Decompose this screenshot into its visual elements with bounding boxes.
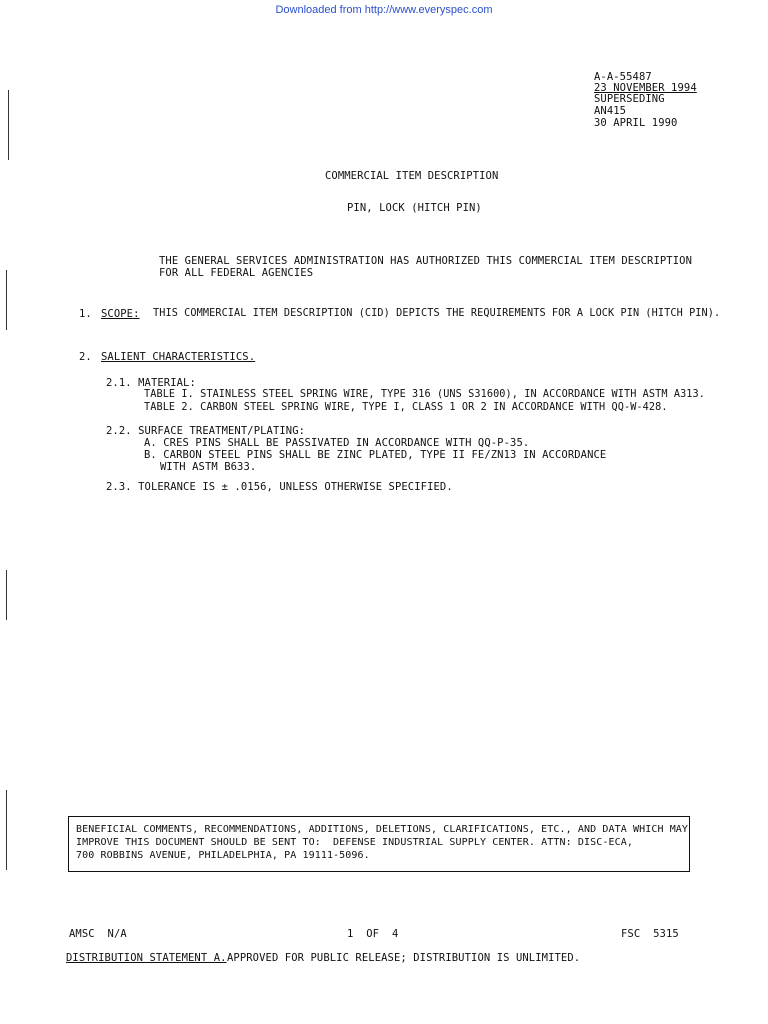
superseded-date: 30 APRIL 1990 <box>594 117 678 129</box>
comments-line-1: BENEFICIAL COMMENTS, RECOMMENDATIONS, ADDITIONS, DELETIONS, CLARIFICATIONS, ETC., AND DATA WHICH MAY <box>76 824 689 835</box>
page-number: 1 OF 4 <box>347 928 399 940</box>
surface-treatment-b-line-1: B. CARBON STEEL PINS SHALL BE ZINC PLATED, TYPE II FE/ZN13 IN ACCORDANCE <box>144 449 607 461</box>
scan-edge-mark <box>6 570 7 620</box>
document-date: 23 NOVEMBER 1994 <box>594 82 697 94</box>
surface-treatment-heading: 2.2. SURFACE TREATMENT/PLATING: <box>106 425 306 437</box>
surface-treatment-b-line-2: WITH ASTM B633. <box>160 461 257 473</box>
tolerance-statement: 2.3. TOLERANCE IS ± .0156, UNLESS OTHERWISE SPECIFIED. <box>106 481 453 493</box>
document-number: A-A-55487 <box>594 71 652 83</box>
distribution-text: APPROVED FOR PUBLIC RELEASE; DISTRIBUTION IS UNLIMITED. <box>227 952 581 964</box>
scan-edge-mark <box>6 790 7 870</box>
item-title: PIN, LOCK (HITCH PIN) <box>347 202 482 214</box>
authorization-line-2: FOR ALL FEDERAL AGENCIES <box>159 267 314 279</box>
scan-edge-mark <box>8 90 9 160</box>
scope-number: 1. <box>79 308 92 320</box>
material-table-2: TABLE 2. CARBON STEEL SPRING WIRE, TYPE I, CLASS 1 OR 2 IN ACCORDANCE WITH QQ-W-428. <box>144 402 668 413</box>
distribution-label: DISTRIBUTION STATEMENT A. <box>66 952 227 964</box>
document-type-title: COMMERCIAL ITEM DESCRIPTION <box>325 170 499 182</box>
authorization-line-1: THE GENERAL SERVICES ADMINISTRATION HAS AUTHORIZED THIS COMMERCIAL ITEM DESCRIPTION <box>159 255 692 267</box>
superseding-label: SUPERSEDING <box>594 93 665 105</box>
comments-line-3: 700 ROBBINS AVENUE, PHILADELPHIA, PA 19111-5096. <box>76 850 370 861</box>
scope-text: THIS COMMERCIAL ITEM DESCRIPTION (CID) DEPICTS THE REQUIREMENTS FOR A LOCK PIN (HITCH PIN). <box>153 308 721 319</box>
salient-label: SALIENT CHARACTERISTICS. <box>101 351 256 363</box>
material-heading: 2.1. MATERIAL: <box>106 377 196 389</box>
scan-edge-mark <box>6 270 7 330</box>
salient-number: 2. <box>79 351 92 363</box>
download-source-link[interactable]: Downloaded from http://www.everyspec.com <box>275 4 493 16</box>
material-table-1: TABLE I. STAINLESS STEEL SPRING WIRE, TYPE 316 (UNS S31600), IN ACCORDANCE WITH ASTM A313. <box>144 389 706 400</box>
comments-line-2: IMPROVE THIS DOCUMENT SHOULD BE SENT TO: DEFENSE INDUSTRIAL SUPPLY CENTER. ATTN: DISC-ECA, <box>76 837 633 848</box>
superseded-document: AN415 <box>594 105 627 117</box>
fsc-code: FSC 5315 <box>621 928 679 940</box>
surface-treatment-a: A. CRES PINS SHALL BE PASSIVATED IN ACCORDANCE WITH QQ-P-35. <box>144 437 530 449</box>
amsc-code: AMSC N/A <box>69 928 127 940</box>
comments-box <box>68 816 690 872</box>
scope-label: SCOPE: <box>101 308 140 320</box>
